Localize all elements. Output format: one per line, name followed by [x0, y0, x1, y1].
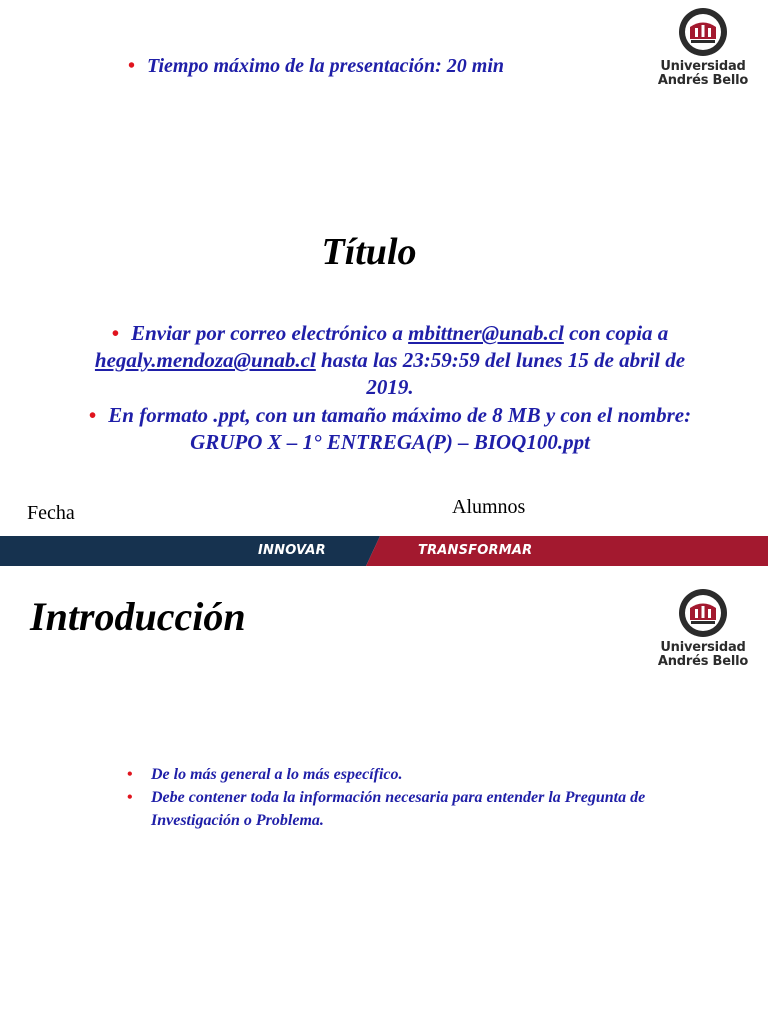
university-logo: [648, 587, 758, 669]
instruction-format-text: En formato .ppt, con un tamaño máximo de 8 MB y con el nombre: GRUPO X – 1° ENTREGA(P) – BIOQ100.ppt: [108, 403, 692, 454]
slide-2: [0, 567, 768, 1024]
logo-line-2: Andrés Bello: [657, 73, 749, 88]
slide-title: Título: [321, 231, 417, 273]
alumnos-label: Alumnos: [452, 496, 526, 518]
bullet: •: [127, 766, 133, 783]
bullet: •: [111, 321, 120, 345]
slide-title: Introducción: [30, 594, 246, 639]
instructions-block: [80, 320, 700, 457]
logo-line-1: Universidad: [660, 59, 746, 74]
intro-bullet-list: [127, 763, 647, 832]
list-item: [127, 786, 647, 832]
instruction-email-middle: con copia a: [563, 321, 669, 345]
bullet: •: [128, 55, 136, 77]
university-seal-icon: [677, 6, 729, 58]
logo-line-1: Universidad: [660, 640, 746, 655]
instruction-format: [80, 402, 700, 456]
email-link-2[interactable]: hegaly.mendoza@unab.cl: [94, 348, 316, 372]
fecha-label: Fecha: [27, 502, 75, 524]
email-link-1[interactable]: mbittner@unab.cl: [408, 321, 564, 345]
time-limit-note: [128, 55, 504, 78]
brand-band: [0, 536, 768, 566]
band-label-innovar: INNOVAR: [258, 543, 326, 558]
university-seal-icon: [677, 587, 729, 639]
list-item-text: Debe contener toda la información necesaria para entender la Pregunta de Investigación o Problema.: [151, 789, 646, 829]
instruction-email-prefix: Enviar por correo electrónico a: [131, 321, 409, 345]
instruction-email-suffix: hasta las 23:59:59 del lunes 15 de abril de 2019.: [315, 348, 686, 399]
list-item-text: De lo más general a lo más específico.: [151, 766, 403, 783]
bullet: •: [88, 403, 97, 427]
logo-line-2: Andrés Bello: [657, 654, 749, 669]
university-logo: [648, 6, 758, 88]
list-item: [127, 763, 647, 786]
time-limit-text: Tiempo máximo de la presentación: 20 min: [147, 55, 505, 77]
bullet: •: [127, 789, 133, 806]
band-label-transformar: TRANSFORMAR: [418, 543, 533, 558]
instruction-email: [80, 320, 700, 401]
